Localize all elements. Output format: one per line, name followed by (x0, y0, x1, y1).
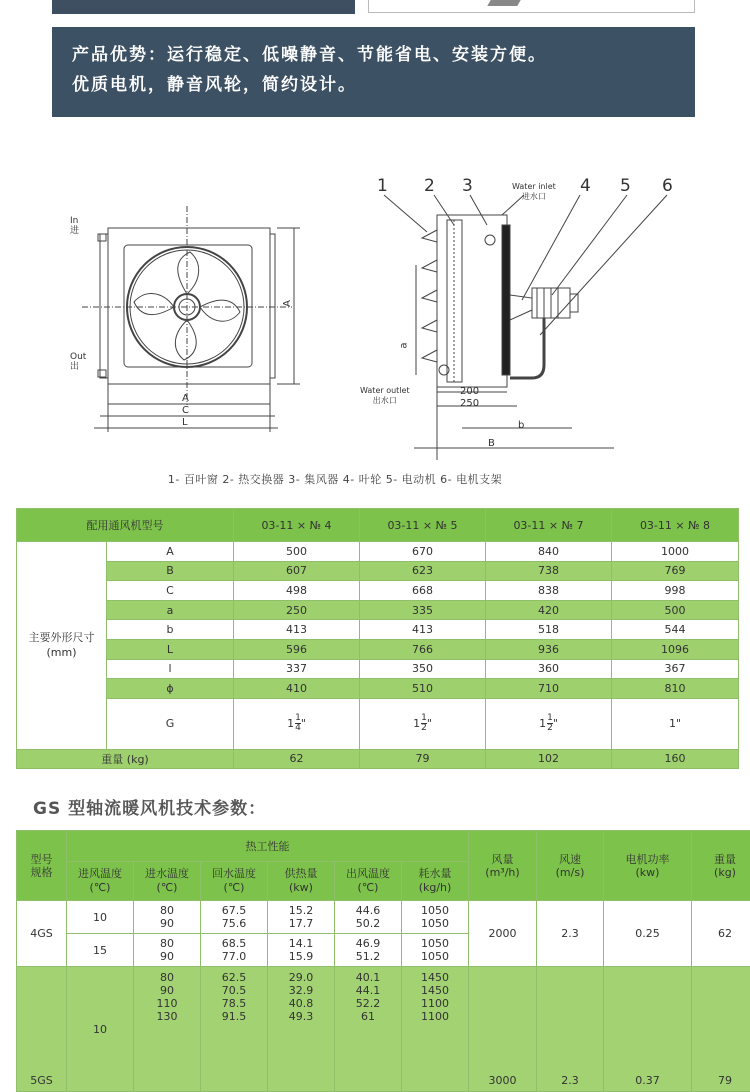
frac-whole: 1 (539, 717, 546, 730)
header-model-7: 03-11 × № 7 (486, 509, 612, 542)
header-water-return (201, 862, 268, 901)
frac-num: 1 (547, 714, 553, 724)
front-right-flange (270, 234, 275, 378)
cell: 607 (234, 561, 360, 581)
out-label (70, 352, 86, 372)
cell: 420 (486, 600, 612, 620)
cell: 10 (67, 967, 134, 1092)
fan-blade-3 (175, 320, 196, 360)
header-thermal: 热工性能 (67, 831, 469, 862)
dim-A-label: A (182, 393, 189, 404)
cell: 10 (67, 901, 134, 934)
cell-g3 (486, 698, 612, 749)
cell: 79 (692, 967, 750, 1092)
louvers (422, 230, 437, 362)
advantage-banner (52, 27, 695, 117)
dim-B-label: B (488, 438, 495, 449)
cell: 3000 (469, 967, 537, 1092)
row-key: G (107, 698, 234, 749)
cell: 62 (692, 901, 750, 967)
cell: 544 (612, 620, 739, 640)
top-image-strip (368, 0, 695, 13)
frac-quote: " (427, 717, 432, 730)
cell: 68.5 77.0 (201, 934, 268, 967)
cell: 80 90 (134, 934, 201, 967)
cell: 518 (486, 620, 612, 640)
group-label-1: 主要外形尺寸 (17, 630, 106, 645)
cell: 14.1 15.9 (268, 934, 335, 967)
header-heat-text: 供热量 (kw) (285, 867, 318, 894)
row-key: b (107, 620, 234, 640)
part-number-2: 2 (424, 176, 435, 196)
cell: 367 (612, 659, 739, 679)
table-row (17, 967, 750, 1092)
dim-b-label: b (518, 420, 524, 431)
table-row (17, 659, 739, 679)
row-key: ϕ (107, 679, 234, 699)
header-power (604, 831, 692, 901)
frac-den: 2 (547, 724, 553, 733)
part-number-6: 6 (662, 176, 673, 196)
top-dark-strip (52, 0, 355, 14)
table-row (17, 581, 739, 601)
water-outlet-en: Water outlet (360, 386, 410, 396)
header-speed-text: 风速 (m/s) (556, 853, 585, 879)
header-airflow (469, 831, 537, 901)
cell: 413 (360, 620, 486, 640)
row-key: l (107, 659, 234, 679)
in-label (70, 216, 79, 236)
cell: 623 (360, 561, 486, 581)
impeller (510, 295, 532, 320)
header-air-in (67, 862, 134, 901)
table-row (17, 561, 739, 581)
header-speed (537, 831, 604, 901)
leader-3 (470, 195, 487, 225)
cell: 62 (234, 749, 360, 768)
table-row (17, 600, 739, 620)
cell: 1450 1450 1100 1100 (402, 967, 469, 1092)
cell-g4: 1" (612, 698, 739, 749)
row-key: a (107, 600, 234, 620)
cell: 40.1 44.1 52.2 61 (335, 967, 402, 1092)
header-power-text: 电机功率 (kw) (626, 853, 670, 879)
technical-drawing (62, 170, 702, 460)
fan-blade-1 (178, 252, 199, 294)
frac-num: 1 (295, 714, 301, 724)
in-label-en: In (70, 216, 79, 226)
cell: 62.5 70.5 78.5 91.5 (201, 967, 268, 1092)
group-label-2: (mm) (17, 645, 106, 660)
weight-label: 重量 (kg) (17, 749, 234, 768)
drawing-legend: 1- 百叶窗 2- 热交换器 3- 集风器 4- 叶轮 5- 电动机 6- 电机支架 (0, 471, 670, 487)
cell: 413 (234, 620, 360, 640)
front-side-flange (100, 234, 108, 378)
cell: 102 (486, 749, 612, 768)
part-number-4: 4 (580, 176, 591, 196)
cell: 668 (360, 581, 486, 601)
header-air-out-text: 出风温度 (℃) (346, 867, 390, 894)
group-label (17, 542, 107, 750)
dim-C-label: C (182, 405, 189, 416)
frac-den: 2 (421, 724, 427, 733)
header-model-4: 03-11 × № 4 (234, 509, 360, 542)
table-row (17, 620, 739, 640)
frac-whole: 1 (287, 717, 294, 730)
header-water-use (402, 862, 469, 901)
cell: 44.6 50.2 (335, 901, 402, 934)
cell: 360 (486, 659, 612, 679)
cell: 46.9 51.2 (335, 934, 402, 967)
dim-a-label: a (399, 342, 410, 348)
table-row-g (17, 698, 739, 749)
inlet-pipe (98, 234, 106, 241)
louver-5 (422, 350, 437, 362)
header-water-use-text: 耗水量 (kg/h) (419, 867, 452, 894)
cell: 335 (360, 600, 486, 620)
header-model-8: 03-11 × № 8 (612, 509, 739, 542)
fan-blade-4 (134, 294, 174, 315)
leader-4 (522, 195, 580, 300)
cell-g1 (234, 698, 360, 749)
cell-g2 (360, 698, 486, 749)
leader-1 (384, 195, 427, 232)
cell: 2.3 (537, 901, 604, 967)
table-row (17, 901, 750, 934)
part-number-1: 1 (377, 176, 388, 196)
cell: 67.5 75.6 (201, 901, 268, 934)
cell: 498 (234, 581, 360, 601)
banner-line-1: 产品优势：运行稳定、低噪静音、节能省电、安装方便。 (72, 40, 675, 70)
louver-2 (422, 260, 437, 272)
row-key: C (107, 581, 234, 601)
water-inlet-cn: 进水口 (512, 192, 556, 202)
cell: 80 90 110 130 (134, 967, 201, 1092)
fraction (539, 714, 558, 733)
table-row-weight (17, 749, 739, 768)
cell: 766 (360, 639, 486, 659)
fraction (287, 714, 306, 733)
cell: 596 (234, 639, 360, 659)
tech-param-table (16, 830, 750, 1092)
part-number-5: 5 (620, 176, 631, 196)
header-heat (268, 862, 335, 901)
dim-L-label: L (182, 417, 188, 428)
fan-blade-2 (200, 300, 240, 321)
cell: 2.3 (537, 967, 604, 1092)
outlet-pipe (98, 370, 106, 377)
out-label-cn: 出 (70, 362, 86, 372)
drawing-svg (62, 170, 702, 460)
header-air-out (335, 862, 402, 901)
cell: 250 (234, 600, 360, 620)
cell: 80 90 (134, 901, 201, 934)
header-air-in-text: 进风温度 (℃) (78, 867, 122, 894)
header-water-return-text: 回水温度 (℃) (212, 867, 256, 894)
header-fan-model: 配用通风机型号 (17, 509, 234, 542)
cell: 337 (234, 659, 360, 679)
header-airflow-text: 风量 (m³/h) (485, 853, 519, 879)
cell: 500 (234, 542, 360, 562)
cell: 1050 1050 (402, 901, 469, 934)
dimension-table-header (17, 509, 739, 542)
cell: 79 (360, 749, 486, 768)
cell: 710 (486, 679, 612, 699)
motor-end-cap (570, 294, 578, 312)
motor-bracket (510, 318, 544, 378)
fraction (413, 714, 432, 733)
dim-A-side-label: A (282, 300, 293, 307)
cell: 1096 (612, 639, 739, 659)
row-key: A (107, 542, 234, 562)
water-outlet-cn: 出水口 (360, 396, 410, 406)
cell: 1000 (612, 542, 739, 562)
cell: 769 (612, 561, 739, 581)
model-4gs: 4GS (17, 901, 67, 967)
louver-3 (422, 290, 437, 302)
water-outlet-label (360, 386, 410, 406)
dimension-table (16, 508, 739, 769)
banner-line-2: 优质电机，静音风轮，简约设计。 (72, 70, 675, 100)
table-row (17, 542, 739, 562)
cell: 2000 (469, 901, 537, 967)
cell: 15.2 17.7 (268, 901, 335, 934)
louver-1 (422, 230, 437, 242)
cell: 410 (234, 679, 360, 699)
cell: 838 (486, 581, 612, 601)
cell: 670 (360, 542, 486, 562)
front-frame (108, 228, 270, 384)
header-model-text: 型号 规格 (31, 853, 53, 879)
frac-den: 4 (295, 724, 301, 733)
tech-header-row-1 (17, 831, 750, 862)
side-collector (502, 225, 510, 375)
table-row (17, 679, 739, 699)
cell: 0.25 (604, 901, 692, 967)
header-weight-text: 重量 (kg) (714, 853, 736, 879)
table-row (17, 639, 739, 659)
header-water-in (134, 862, 201, 901)
frac-num: 1 (421, 714, 427, 724)
cell: 840 (486, 542, 612, 562)
frac-quote: " (301, 717, 306, 730)
cell: 15 (67, 934, 134, 967)
leader-6 (540, 195, 667, 335)
out-label-en: Out (70, 352, 86, 362)
cell: 936 (486, 639, 612, 659)
cell: 998 (612, 581, 739, 601)
header-water-in-text: 进水温度 (℃) (145, 867, 189, 894)
dim-250-label: 250 (460, 398, 479, 409)
header-weight (692, 831, 750, 901)
in-label-cn: 进 (70, 226, 79, 236)
cell: 0.37 (604, 967, 692, 1092)
cell: 29.0 32.9 40.8 49.3 (268, 967, 335, 1092)
water-inlet-en: Water inlet (512, 182, 556, 192)
water-inlet-label (512, 182, 556, 202)
cell: 738 (486, 561, 612, 581)
row-key: B (107, 561, 234, 581)
header-model-5: 03-11 × № 5 (360, 509, 486, 542)
model-5gs: 5GS (17, 967, 67, 1092)
water-inlet-fitting (485, 235, 495, 245)
frac-quote: " (553, 717, 558, 730)
cell: 510 (360, 679, 486, 699)
cell: 160 (612, 749, 739, 768)
row-key: L (107, 639, 234, 659)
header-model (17, 831, 67, 901)
cell: 500 (612, 600, 739, 620)
part-number-3: 3 (462, 176, 473, 196)
cell: 350 (360, 659, 486, 679)
section-title: GS 型轴流暖风机技术参数： (33, 794, 266, 819)
dim-200-label: 200 (460, 386, 479, 397)
frac-whole: 1 (413, 717, 420, 730)
cell: 1050 1050 (402, 934, 469, 967)
cell: 810 (612, 679, 739, 699)
top-image-shadow (487, 0, 520, 6)
louver-4 (422, 320, 437, 332)
